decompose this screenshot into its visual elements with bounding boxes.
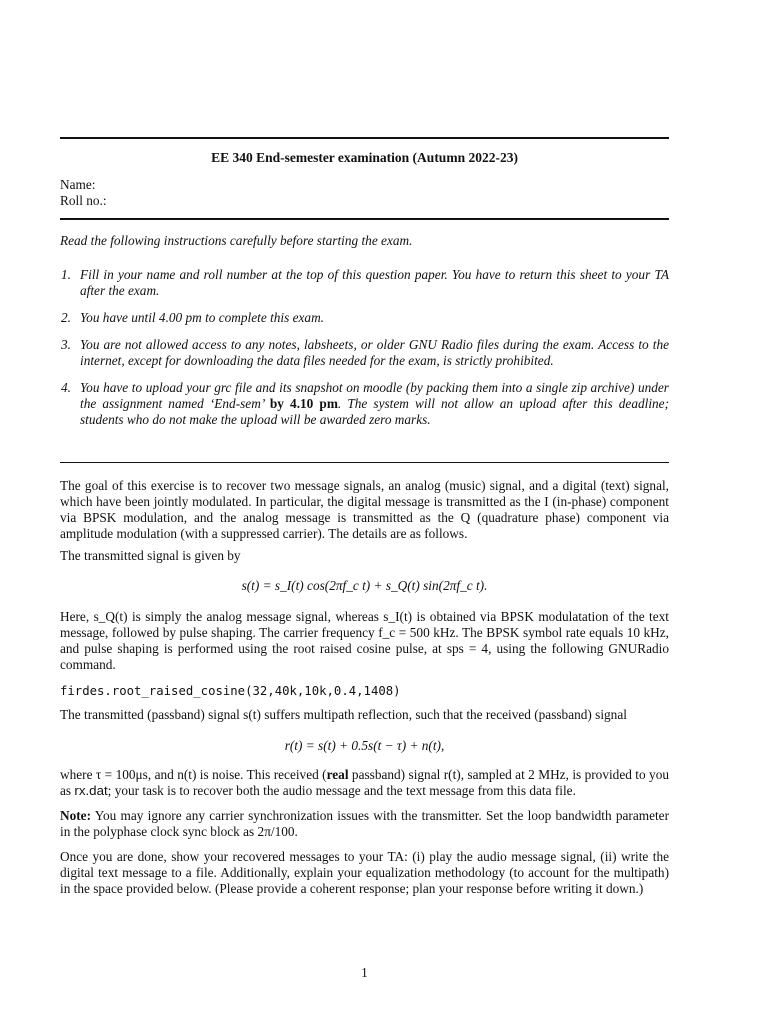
instruction-number: 2. — [61, 310, 71, 325]
exam-page — [60, 0, 669, 1024]
data-file-name: rx.dat — [74, 783, 108, 798]
section-rule — [60, 462, 669, 463]
instruction-item — [60, 380, 669, 428]
problem-paragraph-6: Once you are done, show your recovered messages to your TA: (i) play the audio message signal, (ii) write the digital text message to a file. Additionally, explain your equalization methodology (to account for the multipath) in the space provided below. (Please provide a coherent response; plan your response before writing it down.) — [60, 849, 669, 896]
instruction-text: You have to upload your grc file and its snapshot on moodle (by packing them into a single zip archive) under the assignment named ‘End-sem’ — [80, 380, 669, 411]
problem-paragraph-4: The transmitted (passband) signal s(t) suffers multipath reflection, such that the received (passband) signal — [60, 707, 627, 722]
instruction-number: 4. — [61, 380, 71, 395]
p5-text: ; your task is to recover both the audio message and the text message from this data file. — [107, 783, 576, 798]
top-rule — [60, 137, 669, 139]
problem-paragraph-3: Here, s_Q(t) is simply the analog message signal, whereas s_I(t) is obtained via BPSK modulatation of the text message, followed by pulse shaping. The carrier frequency f_c = 500 kHz. The BPSK symbol rate equals 10 kHz, and pulse shaping is performed using the root raised cosine pulse, at sps = 4, using the following GNURadio command. — [60, 609, 669, 672]
instruction-item — [60, 337, 669, 369]
problem-paragraph-2: The transmitted signal is given by — [60, 548, 241, 563]
exam-title: EE 340 End-semester examination (Autumn 2022-23) — [211, 150, 518, 165]
note-text: You may ignore any carrier synchronization issues with the transmitter. Set the loop bandwidth parameter in the polyphase clock sync block as 2π/100. — [60, 808, 669, 839]
instructions-list — [60, 267, 669, 439]
instructions-intro: Read the following instructions carefully before starting the exam. — [60, 233, 413, 248]
problem-paragraph-5 — [60, 767, 669, 799]
deadline-bold: by 4.10 pm — [269, 396, 338, 411]
real-bold: real — [326, 767, 349, 782]
p5-text: passband) signal r(t), sampled at 2 MHz, is provided to you as — [60, 767, 670, 798]
code-command: firdes.root_raised_cosine(32,40k,10k,0.4,1408) — [60, 684, 401, 698]
header-bottom-rule — [60, 218, 669, 220]
equation-received: r(t) = s(t) + 0.5s(t − τ) + n(t), — [284, 738, 445, 753]
problem-paragraph-1: The goal of this exercise is to recover two message signals, an analog (music) signal, and a digital (text) signal, which have been jointly modulated. In particular, the digital message is transmitted as the I (in-phase) component via BPSK modulation, and the analog message is transmitted as the Q (quadrature phase) component via amplitude modulation (with a suppressed carrier). The details are as follows. — [60, 478, 669, 541]
instruction-item — [60, 310, 669, 326]
instruction-text: You are not allowed access to any notes, labsheets, or older GNU Radio files during the exam. Access to the internet, except for downloading the data files needed for the exam, is strictly prohibited. — [80, 337, 669, 368]
note-paragraph — [60, 808, 669, 840]
equation-transmitted: s(t) = s_I(t) cos(2πf_c t) + s_Q(t) sin(2πf_c t). — [241, 578, 488, 593]
instruction-item — [60, 267, 669, 299]
note-label: Note: — [60, 808, 92, 823]
instruction-number: 3. — [61, 337, 71, 352]
name-label: Name: — [60, 177, 96, 192]
instruction-text: Fill in your name and roll number at the top of this question paper. You have to return this sheet to your TA after the exam. — [80, 267, 669, 298]
instruction-number: 1. — [61, 267, 71, 282]
instruction-text: You have until 4.00 pm to complete this exam. — [80, 310, 324, 325]
roll-label: Roll no.: — [60, 193, 107, 208]
page-number: 1 — [361, 965, 368, 980]
p5-text: where τ = 100μs, and n(t) is noise. This received ( — [60, 767, 327, 782]
instruction-text-cont: . The system will not allow an upload after this deadline; students who do not make the upload will be awarded zero marks. — [80, 396, 669, 427]
